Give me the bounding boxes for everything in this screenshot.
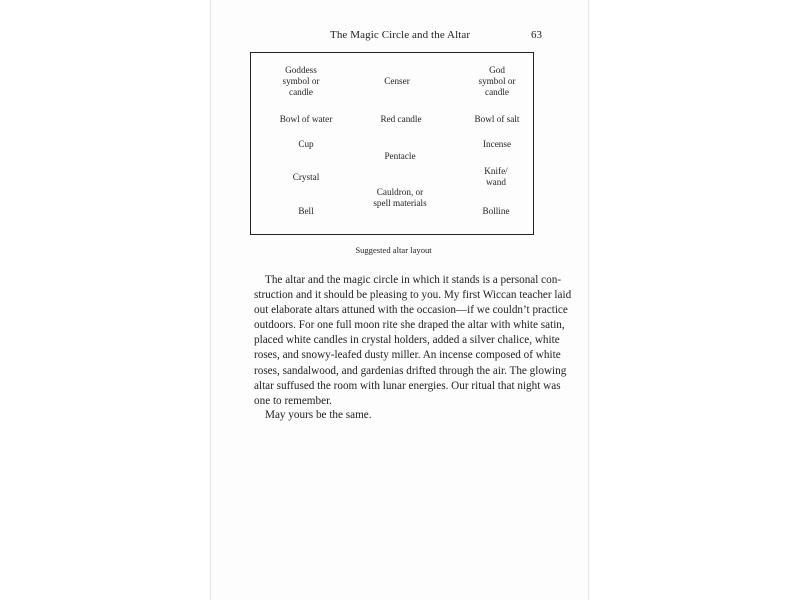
altar-item-bell: Bell <box>298 206 314 216</box>
text-line: out elaborate altars attuned with the occasion—if we couldn’t practice <box>254 304 568 317</box>
text-line: outdoors. For one full moon rite she draped the altar with white satin, <box>254 319 565 332</box>
altar-item-bowl-of-water: Bowl of water <box>279 114 333 124</box>
altar-item-incense: Incense <box>482 139 512 149</box>
running-head <box>211 29 588 45</box>
altar-item-red-candle: Red candle <box>380 114 422 124</box>
altar-item-censer: Censer <box>384 76 410 86</box>
altar-item-god-symbol: God symbol or candle <box>478 65 516 97</box>
altar-layout-diagram <box>250 52 534 235</box>
text-line: altar suffused the room with lunar energies. Our ritual that night was <box>254 379 561 392</box>
page-number: 63 <box>531 29 542 41</box>
book-page <box>210 0 589 600</box>
altar-item-pentacle: Pentacle <box>384 151 416 161</box>
body-paragraph-2 <box>254 408 560 423</box>
text-line: struction and it should be pleasing to you. My first Wiccan teacher laid <box>254 289 572 302</box>
text-line: one to remember. <box>254 394 332 407</box>
text-line: placed white candles in crystal holders, added a silver chalice, white <box>254 334 560 347</box>
text-line: roses, and snowy-leafed dusty miller. An incense composed of white <box>254 349 561 362</box>
altar-item-knife-wand: Knife/ wand <box>484 166 508 187</box>
altar-item-bowl-of-salt: Bowl of salt <box>474 114 520 124</box>
running-title: The Magic Circle and the Altar <box>330 29 471 41</box>
text-line: The altar and the magic circle in which it stands is a personal con- <box>265 274 562 286</box>
altar-item-crystal: Crystal <box>292 172 320 182</box>
text-line: May yours be the same. <box>265 409 372 421</box>
body-paragraph-1 <box>254 273 572 409</box>
altar-item-cup: Cup <box>298 139 314 149</box>
altar-item-goddess-symbol: Goddess symbol or candle <box>282 65 320 97</box>
altar-item-cauldron: Cauldron, or spell materials <box>373 187 427 208</box>
figure-caption: Suggested altar layout <box>355 245 432 255</box>
text-line: roses, sandalwood, and gardenias drifted through the air. The glowing <box>254 364 567 377</box>
altar-item-bolline: Bolline <box>482 206 510 216</box>
